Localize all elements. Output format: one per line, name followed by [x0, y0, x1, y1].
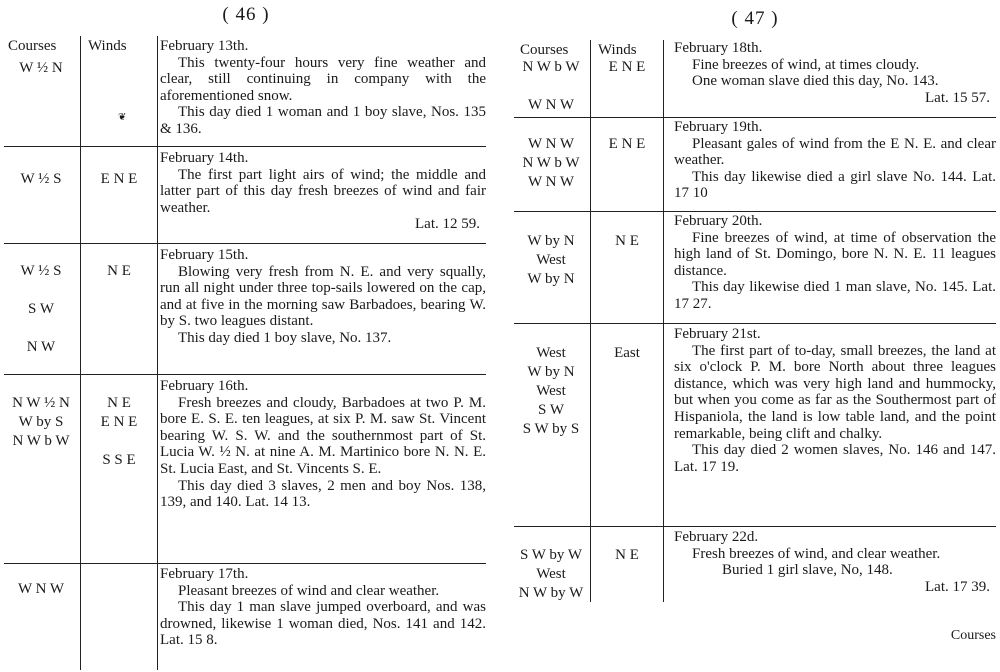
log-entry-feb-17: [160, 566, 486, 649]
log-entry-feb-14: [160, 150, 486, 233]
entry-divider: [4, 243, 486, 244]
entry-text: Fine breezes of wind, at times cloudy.: [692, 56, 920, 73]
entry-divider: [514, 211, 996, 212]
log-entry-feb-13: [160, 38, 486, 138]
entry-latitude: Lat. 17 39.: [925, 578, 990, 595]
entry-text: This day died 1 boy slave, No. 137.: [178, 329, 392, 346]
entry-courses: N W ½ N W by S N W b W: [12, 395, 70, 449]
entry-courses: W by N West W by N: [527, 233, 575, 287]
entry-text: Buried 1 girl slave, No, 148.: [722, 562, 893, 579]
entry-text: Pleasant gales of wind from the E N. E. and clear weather.: [674, 135, 996, 169]
entry-courses: W ½ N: [19, 60, 63, 76]
entry-date: February 13th.: [160, 38, 249, 54]
entry-latitude: Lat. 15 57.: [925, 89, 990, 106]
entry-courses: S W by W West N W by W: [518, 547, 584, 601]
log-entry-feb-22: [674, 529, 996, 595]
page-number: ( 47 ): [731, 8, 779, 29]
entry-winds: N E: [107, 263, 131, 279]
entry-latitude: Lat. 12 59.: [415, 216, 480, 233]
column-rule-winds: [663, 40, 664, 602]
entry-text: This twenty-four hours very fine weather and clear, still continuing in company with the aforementioned snow.: [160, 54, 486, 104]
ornament-mark: ❦: [118, 112, 127, 123]
entry-text: Blowing very fresh from N. E. and very squally, run all night under three top-sails lowered on the cap, and at five in the morning saw Barbadoes, bearing W. by S. two leagues distant.: [160, 263, 486, 330]
entry-divider: [514, 117, 996, 118]
entry-text: This day likewise died a girl slave No. 144. Lat. 17 10: [674, 168, 996, 202]
column-rule-courses: [80, 36, 81, 670]
entry-text: The first part of to-day, small breezes, the land at six o'clock P. M. bore North about three leagues distance, which was very high land and hummocky, but when you come as far as the Southermost part of Hispaniola, the land is low table land, and the point remarkable, being clift and chalky.: [674, 342, 996, 442]
entry-divider: [514, 526, 996, 527]
entry-text: This day died 2 women slaves, No. 146 and 147. Lat. 17 19.: [674, 442, 996, 475]
page-46: [0, 0, 492, 672]
entry-text: The first part light airs of wind; the middle and latter part of this day fresh breezes of wind and fair weather.: [160, 166, 486, 216]
entry-text: Pleasant breezes of wind and clear weather.: [178, 582, 440, 599]
entry-divider: [4, 374, 486, 375]
entry-winds: N E: [615, 547, 639, 563]
entry-winds: E N E: [608, 59, 646, 75]
entry-winds: East: [614, 345, 640, 361]
entry-date: February 17th.: [160, 566, 249, 582]
entry-divider: [4, 563, 486, 564]
entry-text: One woman slave died this day, No. 143.: [692, 73, 939, 90]
entry-text: Fine breezes of wind, at time of observation the high land of St. Domingo, bore N. N. E. 11 leagues distance.: [674, 229, 996, 279]
entry-date: February 18th.: [674, 40, 763, 56]
entry-winds: N E E N E S S E: [100, 395, 138, 468]
entry-date: February 20th.: [674, 213, 763, 229]
entry-text: Fresh breezes of wind, and clear weather.: [692, 545, 941, 562]
entry-date: February 19th.: [674, 119, 763, 135]
page-number: ( 46 ): [222, 4, 270, 25]
entry-winds: E N E: [608, 136, 646, 152]
log-entry-feb-19: [674, 119, 996, 202]
entry-courses: W N W N W b W W N W: [522, 136, 580, 190]
log-entry-feb-18: [674, 40, 996, 106]
column-rule-courses: [590, 40, 591, 602]
log-entry-feb-21: [674, 326, 996, 475]
log-entry-feb-15: [160, 247, 486, 347]
entry-courses: W ½ S S W N W: [20, 263, 62, 355]
entry-courses: West W by N West S W S W by S: [522, 345, 580, 437]
entry-text: Fresh breezes and cloudy, Barbadoes at two P. M. bore E. S. E. ten leagues, at six P. M. saw St. Vincent bearing W. S. W. and the southernmost part of St. Lucia W. ½ N. at nine A. M. Martinico bore N. N. E. St. Lucia East, and St. Vincents S. E.: [160, 394, 486, 477]
winds-header: Winds: [88, 38, 127, 54]
log-entry-feb-20: [674, 213, 996, 313]
entry-text: This day died 1 woman and 1 boy slave, Nos. 135 & 136.: [160, 104, 486, 137]
page-47: [510, 0, 1000, 672]
winds-header: Winds: [598, 42, 637, 58]
entry-date: February 14th.: [160, 150, 249, 166]
entry-text: This day likewise died 1 man slave, No. 145. Lat. 17 27.: [674, 279, 996, 312]
entry-date: February 22d.: [674, 529, 759, 545]
entry-date: February 16th.: [160, 378, 249, 394]
courses-header: Courses: [8, 38, 57, 54]
entry-date: February 21st.: [674, 326, 761, 342]
entry-winds: E N E: [100, 171, 138, 187]
catchword: Courses: [950, 628, 996, 643]
log-entry-feb-16: [160, 378, 486, 511]
entry-divider: [514, 323, 996, 324]
entry-courses: W ½ S: [20, 171, 62, 187]
column-rule-winds: [157, 36, 158, 670]
entry-courses: W N W: [17, 581, 65, 597]
entry-courses: N W b W W N W: [522, 59, 580, 113]
entry-divider: [4, 146, 486, 147]
entry-text: This day died 3 slaves, 2 men and boy Nos. 138, 139, and 140. Lat. 14 13.: [160, 477, 486, 511]
entry-date: February 15th.: [160, 247, 249, 263]
entry-winds: N E: [615, 233, 639, 249]
courses-header: Courses: [520, 42, 569, 58]
entry-text: This day 1 man slave jumped overboard, and was drowned, likewise 1 woman died, Nos. 141 and 142. Lat. 15 8.: [160, 599, 486, 649]
